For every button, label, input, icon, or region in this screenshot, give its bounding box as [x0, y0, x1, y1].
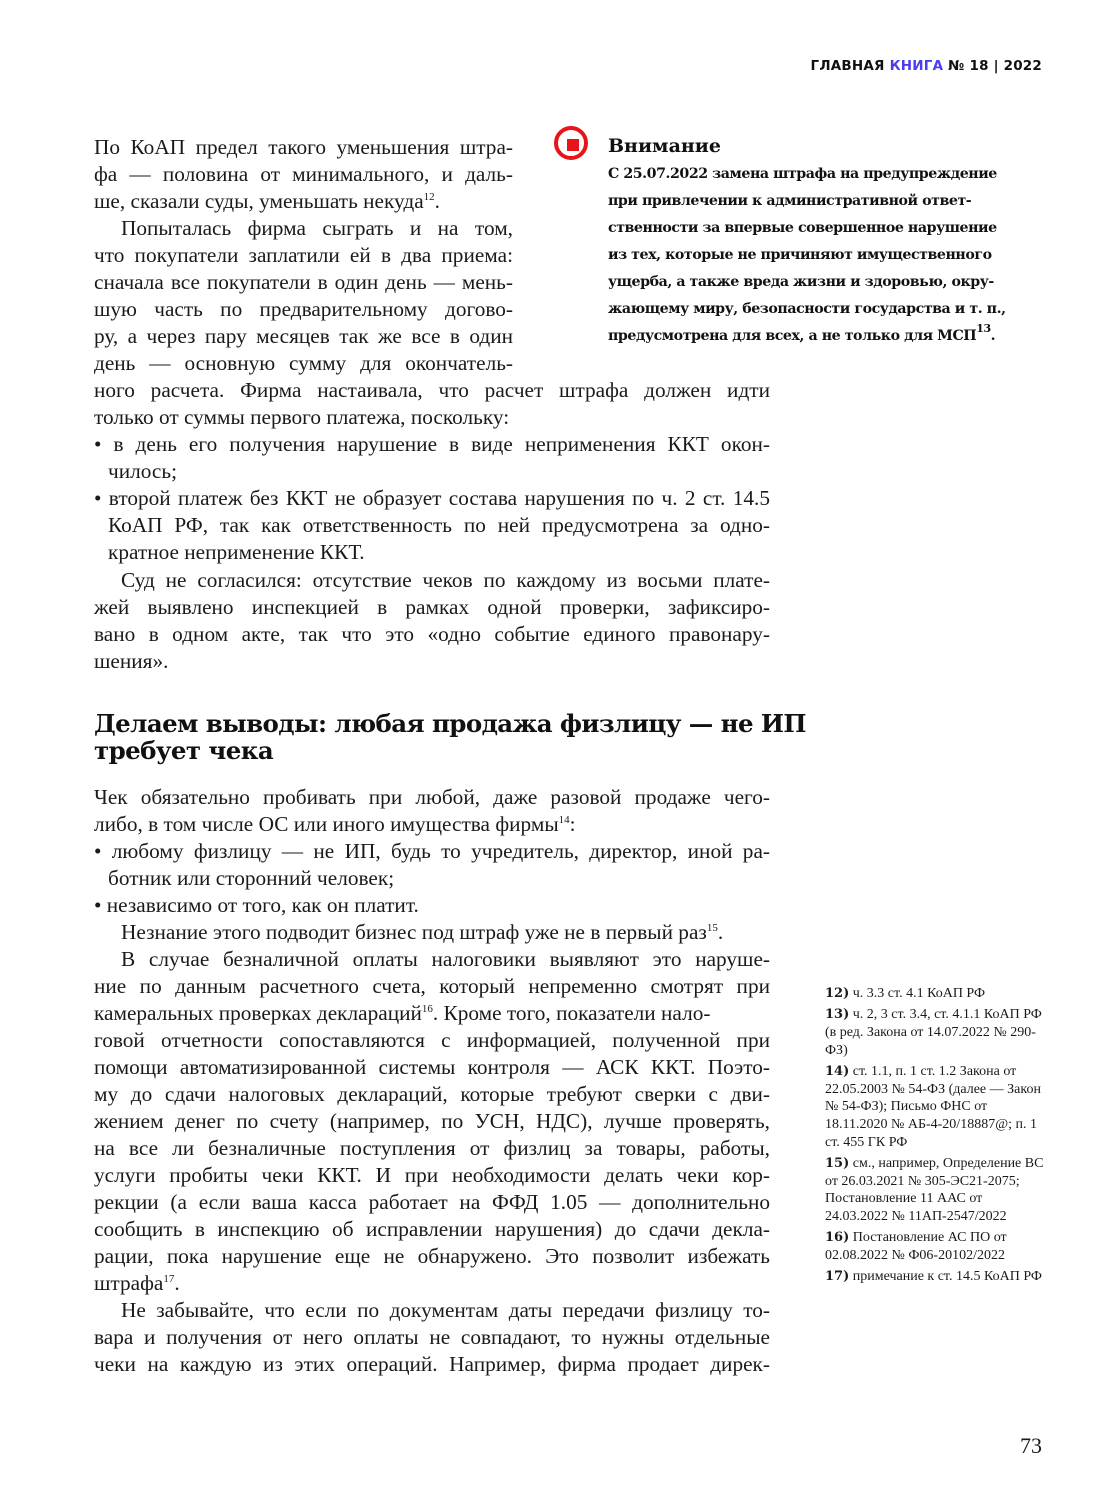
body-line: [108, 512, 770, 539]
footnote-number: 14): [825, 1063, 850, 1079]
section-heading: Делаем выводы: любая продажа физлицу — не ИП: [94, 709, 806, 738]
footnote-number: 13): [825, 1007, 850, 1023]
footnote-text: ст. 1.1, п. 1 ст. 1.2 Закона от 22.05.2003 № 54-ФЗ (далее — Закон № 54-ФЗ); Письмо ФНС от 18.11.2020 № АБ-4-20/18887@; п. 1 ст. 455 ГК РФ: [825, 1063, 1041, 1150]
line-text: ственности за впервые совершенное нарушение: [608, 220, 997, 236]
section-heading-line2: требует чека: [94, 736, 274, 765]
footnote-ref: 14: [558, 814, 570, 826]
line-text: фа — половина от минимального, и даль-: [94, 162, 513, 186]
body-line: [94, 784, 770, 811]
body-line: [94, 377, 770, 404]
footnote-ref: 16: [421, 1003, 433, 1015]
line-text: услуги пробиты чеки ККТ. И при необходимости делать чеки кор-: [94, 1163, 770, 1187]
body-line: [94, 1000, 770, 1027]
line-text: жей выявлено инспекцией в рамках одной проверки, зафиксиро-: [94, 595, 770, 619]
body-line: [94, 485, 770, 512]
line-text: либо, в том числе ОС или иного имущества фирмы: [94, 812, 559, 836]
line-text: сначала все покупатели в один день — мень-: [94, 270, 513, 294]
issue-number: № 18 | 2022: [948, 58, 1042, 74]
footnote-ref: 17: [163, 1273, 175, 1285]
line-text: ру, а через пару месяцев так же все в один: [94, 324, 513, 348]
body-line: [94, 1216, 770, 1243]
line-text: жающему миру, безопасности государства и т. п.,: [608, 301, 1006, 317]
line-text: рекции (а если ваша касса работает на ФФД 1.05 — дополнительно: [94, 1190, 770, 1214]
line-text: му до сдачи налоговых деклараций, которые требуют сверки с дви-: [94, 1082, 770, 1106]
body-line: [121, 567, 770, 594]
footnote-text: см., например, Определение ВС от 26.03.2021 № 305-ЭС21-2075; Постановление 11 ААС от 24.03.2022 № 11АП-2547/2022: [825, 1155, 1044, 1224]
footnote-ref: 15: [706, 922, 718, 934]
body-line: [94, 1270, 770, 1297]
body-line: [94, 892, 770, 919]
attention-line: [608, 269, 1036, 296]
footnote: [825, 1229, 1045, 1264]
line-text: камеральных проверках деклараций: [94, 1001, 422, 1025]
body-line: [94, 1351, 770, 1378]
line-text: • любому физлицу — не ИП, будь то учредитель, директор, иной ра-: [94, 839, 770, 863]
line-text: чилось;: [108, 459, 177, 483]
body-line: [94, 296, 513, 323]
line-text: кратное неприменение ККТ.: [108, 540, 365, 564]
line-text: • в день его получения нарушение в виде неприменения ККТ окон-: [94, 432, 770, 456]
line-text: Суд не согласился: отсутствие чеков по каждому из восьми плате-: [121, 568, 770, 592]
body-line: [108, 458, 770, 485]
footnote-number: 15): [825, 1155, 850, 1171]
body-line: [121, 919, 770, 946]
body-line: [94, 269, 513, 296]
line-text: В случае безналичной оплаты налоговики выявляют это наруше-: [121, 947, 770, 971]
line-text: сообщить в инспекцию об исправлении нарушения) до сдачи декла-: [94, 1217, 770, 1241]
body-line: [108, 539, 770, 566]
body-line: [94, 404, 770, 431]
body-line: [121, 946, 770, 973]
body-line: [94, 1324, 770, 1351]
body-line: [94, 134, 513, 161]
body-line: [94, 621, 770, 648]
line-text: По КоАП предел такого уменьшения штра-: [94, 135, 513, 159]
body-line: [94, 1054, 770, 1081]
line-text: Незнание этого подводит бизнес под штраф уже не в первый раз: [121, 920, 707, 944]
attention-line: [608, 296, 1036, 323]
line-text: ние по данным расчетного счета, который непременно смотрят при: [94, 974, 770, 998]
footnote: [825, 1155, 1045, 1226]
attention-line: [608, 242, 1036, 269]
body-line: [94, 323, 513, 350]
body-line: [94, 1135, 770, 1162]
footnote: [825, 985, 1045, 1003]
line-text: Не забывайте, что если по документам даты передачи физлицу то-: [121, 1298, 770, 1322]
body-line: [94, 1108, 770, 1135]
page-number: 73: [1020, 1433, 1042, 1458]
body-line: [94, 594, 770, 621]
line-text: шую часть по предварительному догово-: [94, 297, 513, 321]
attention-title: Внимание: [608, 135, 721, 157]
line-text: ше, сказали суды, уменьшать некуда: [94, 189, 424, 213]
footnote-ref: 13: [976, 322, 991, 335]
footnotes: [825, 985, 1045, 1289]
line-text: на все ли безналичные поступления от физлиц за товары, работы,: [94, 1136, 770, 1160]
line-text: Чек обязательно пробивать при любой, даже разовой продаже чего-: [94, 785, 770, 809]
body-line: [94, 161, 513, 188]
footnote: [825, 1006, 1045, 1059]
footnote-text: Постановление АС ПО от 02.08.2022 № Ф06-20102/2022: [825, 1230, 1007, 1263]
body-line: [94, 1081, 770, 1108]
attention-line: [608, 323, 1036, 350]
line-text-tail: . Кроме того, показатели нало-: [432, 1001, 711, 1025]
footnote-number: 17): [825, 1269, 850, 1285]
line-text-tail: .: [717, 920, 724, 944]
body-line: [94, 1189, 770, 1216]
footnote: [825, 1268, 1045, 1286]
attention-line: [608, 188, 1036, 215]
line-text-tail: .: [990, 328, 996, 344]
line-text: из тех, которые не причиняют имущественного: [608, 247, 992, 263]
line-text: вано в одном акте, так что это «одно событие единого правонару-: [94, 622, 770, 646]
line-text: что покупатели заплатили ей в два приема:: [94, 243, 513, 267]
line-text: рации, пока нарушение еще не обнаружено. Это позволит избежать: [94, 1244, 770, 1268]
line-text: ущерба, а также вреда жизни и здоровью, окру-: [608, 274, 994, 290]
line-text: • второй платеж без ККТ не образует состава нарушения по ч. 2 ст. 14.5: [94, 486, 770, 510]
body-line: [94, 1243, 770, 1270]
body-line: [94, 1162, 770, 1189]
body-line: [94, 242, 513, 269]
line-text: чеки на каждую из этих операций. Например, фирма продает дирек-: [94, 1352, 770, 1376]
footnote-ref: 12: [423, 191, 435, 203]
body-line: [94, 188, 513, 215]
footnote-text: ч. 2, 3 ст. 3.4, ст. 4.1.1 КоАП РФ (в ред. Закона от 14.07.2022 № 290-ФЗ): [825, 1007, 1042, 1058]
attention-icon: [554, 126, 588, 160]
line-text: ботник или сторонний человек;: [108, 866, 395, 890]
line-text: говой отчетности сопоставляются с информацией, полученной при: [94, 1028, 770, 1052]
header-title: ГЛАВНАЯ: [810, 58, 885, 74]
attention-line: [608, 161, 1036, 188]
line-text: помощи автоматизированной системы контроля — АСК ККТ. Поэто-: [94, 1055, 770, 1079]
footnote-number: 16): [825, 1230, 850, 1246]
body-line: [121, 215, 513, 242]
footnote-text: примечание к ст. 14.5 КоАП РФ: [852, 1269, 1042, 1285]
body-line: [94, 648, 770, 675]
body-line: [94, 973, 770, 1000]
line-text: КоАП РФ, так как ответственность по ней предусмотрена за одно-: [108, 513, 770, 537]
line-text: вара и получения от него оплаты не совпадают, то нужны отдельные: [94, 1325, 770, 1349]
line-text-tail: :: [569, 812, 576, 836]
line-text-tail: .: [434, 189, 440, 213]
body-line: [108, 865, 770, 892]
line-text: только от суммы первого платежа, поскольку:: [94, 405, 510, 429]
body-line: [94, 1027, 770, 1054]
header-title-accent: КНИГА: [889, 58, 944, 74]
body-line: [94, 431, 770, 458]
body-line: [94, 838, 770, 865]
line-text: день — основную сумму для окончатель-: [94, 351, 513, 375]
body-line: [94, 811, 770, 838]
line-text: С 25.07.2022 замена штрафа на предупреждение: [608, 166, 997, 182]
body-line: [94, 350, 513, 377]
line-text: штрафа: [94, 1271, 164, 1295]
line-text-tail: .: [174, 1271, 180, 1295]
line-text: Попыталась фирма сыграть и на том,: [121, 216, 513, 240]
body-line: [121, 1297, 770, 1324]
footnote-number: 12): [825, 986, 850, 1001]
line-text: шения».: [94, 649, 169, 673]
footnote: [825, 1063, 1045, 1152]
line-text: • независимо от того, как он платит.: [94, 893, 419, 917]
line-text: предусмотрена для всех, а не только для МСП: [608, 328, 977, 344]
attention-line: [608, 215, 1036, 242]
line-text: при привлечении к административной ответ-: [608, 193, 972, 209]
line-text: ного расчета. Фирма настаивала, что расчет штрафа должен идти: [94, 378, 770, 402]
line-text: жением денег по счету (например, по УСН, НДС), лучше проверять,: [94, 1109, 770, 1133]
footnote-text: ч. 3.3 ст. 4.1 КоАП РФ: [852, 986, 986, 1001]
magazine-header: [811, 58, 1042, 74]
